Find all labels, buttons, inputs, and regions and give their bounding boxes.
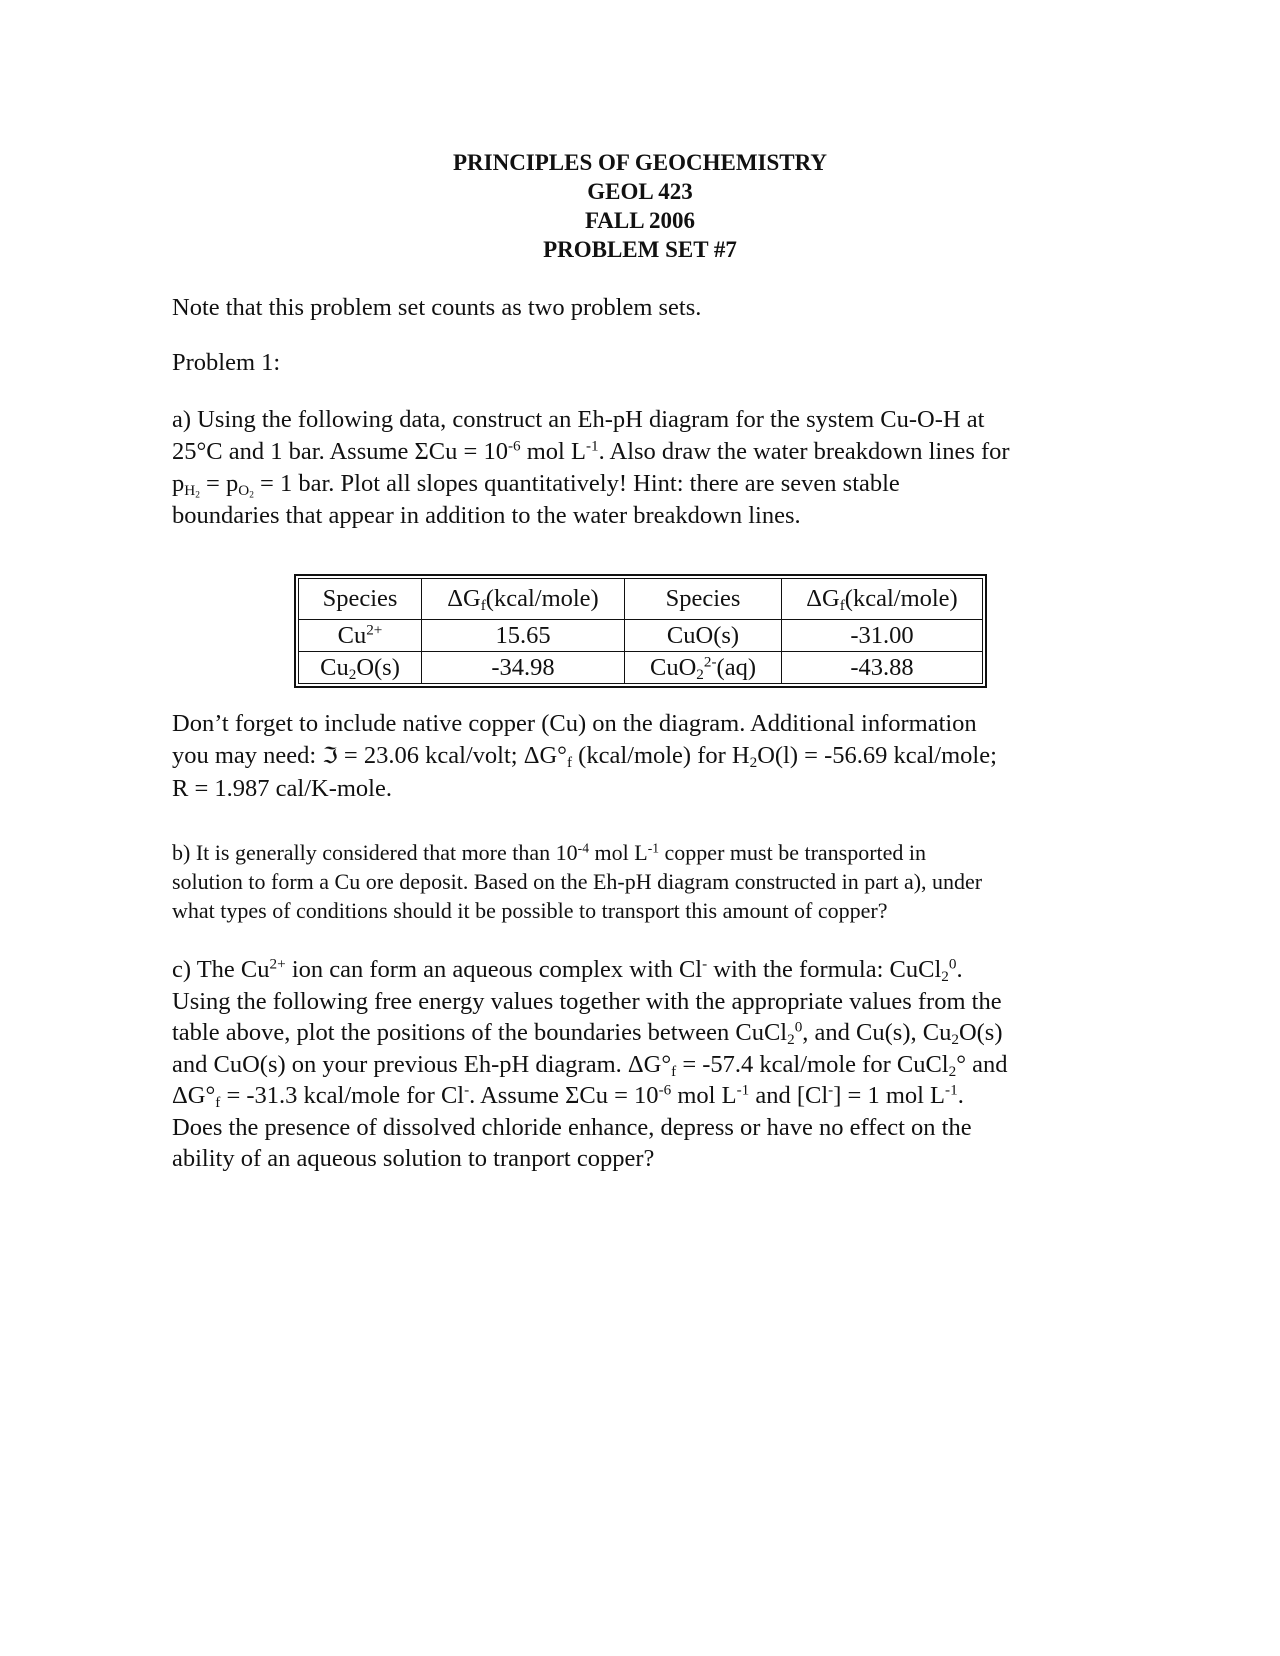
document-header [0,148,1280,264]
cell-species: $Cu^{2+}$ [299,620,422,652]
cell-species: CuO$_2^{2-}$(aq) [625,652,782,684]
part-c-line-2: Using the following free energy values together with the appropriate values from the [172,987,1002,1015]
part-c-paragraph [172,954,1132,1175]
part-b-line-1: b) It is generally considered that more than $10^{-4}$ mol $L^{-1}$ copper must be transported in [172,840,927,865]
part-c-line-6: Does the presence of dissolved chloride enhance, depress or have no effect on the [172,1113,972,1141]
info-line-2: you may need: ℑ = 23.06 kcal/volt; $\Delta G^\circ_f$ (kcal/mole) for $H_2O(l) = -56.69$ kcal/mole; [172,742,997,771]
problem-label [172,347,1112,379]
part-c-line-4: and CuO(s) on your previous Eh-pH diagram. $\Delta G^\circ_f = -57.4$ kcal/mole for CuCl$_2$° and [172,1050,1008,1080]
header-dg-1: $\Delta G_f(kcal/mole)$ [422,579,625,620]
table-row [299,652,983,684]
note-paragraph [172,292,1112,324]
course-title: PRINCIPLES OF GEOCHEMISTRY [452,150,828,175]
cell-value: -34.98 [422,652,625,684]
part-c-line-3: table above, plot the positions of the boundaries between CuCl$_2^0$, and Cu(s), $Cu_2O(s)$ [172,1018,1003,1048]
header-species-2: Species [625,579,782,620]
table-row [299,620,983,652]
part-b-line-3: what types of conditions should it be possible to transport this amount of copper? [172,898,888,923]
part-a-paragraph [172,404,1132,532]
cell-value: -43.88 [782,652,983,684]
part-a-line-2: 25°C and 1 bar. Assume $\Sigma Cu = 10^{-6}$ mol $L^{-1}$. Also draw the water breakdown lines for [172,437,1010,465]
cell-species: CuO(s) [625,620,782,652]
problem-label-text: Problem 1: [172,349,281,376]
part-c-line-1: c) The $Cu^{2+}$ ion can form an aqueous complex with Cl- with the formula: CuCl$_2^0$. [172,955,963,985]
term: FALL 2006 [584,208,696,233]
part-c-line-7: ability of an aqueous solution to tranport copper? [172,1145,655,1172]
table-header-row [299,579,983,620]
part-a-line-1: a) Using the following data, construct an Eh-pH diagram for the system Cu-O-H at [172,406,985,433]
info-line-3: R = 1.987 cal/K-mole. [172,775,392,802]
part-c-line-5: $\Delta G^\circ_f = -31.3$ kcal/mole for Cl-. Assume $\Sigma Cu = 10^{-6}$ mol $L^{-1}$ and [Cl-] = 1 mol $L^{-1}$. [172,1081,964,1111]
info-line-1: Don’t forget to include native copper (Cu) on the diagram. Additional information [172,710,977,737]
part-b-paragraph [172,838,1132,925]
part-a-line-4: boundaries that appear in addition to the water breakdown lines. [172,502,801,529]
free-energy-table [294,574,987,688]
problem-set-title: PROBLEM SET #7 [543,237,737,262]
cell-value: -31.00 [782,620,983,652]
part-b-line-2: solution to form a Cu ore deposit. Based on the Eh-pH diagram constructed in part a), under [172,869,983,894]
note-text: Note that this problem set counts as two problem sets. [172,294,702,321]
header-dg-2: $\Delta G_f(kcal/mole)$ [782,579,983,620]
cell-value: 15.65 [422,620,625,652]
course-code: GEOL 423 [587,179,693,204]
additional-info-paragraph [172,708,1132,805]
header-species-1: Species [299,579,422,620]
part-a-line-3: $p_{H_2} = p_{O_2} = 1$ bar. Plot all slopes quantitatively! Hint: there are seven stable [172,470,900,501]
cell-species: $Cu_2O(s)$ [299,652,422,684]
